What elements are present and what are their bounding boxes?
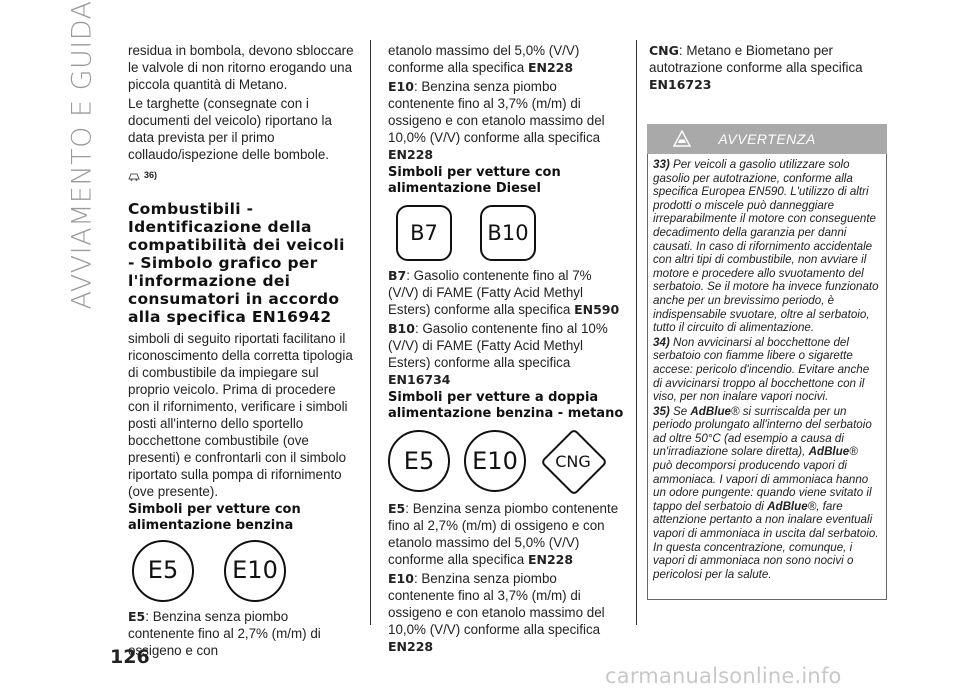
warning-number: 35)	[653, 404, 670, 418]
fuel-code: E5	[128, 608, 146, 624]
sub-heading: Simboli per vetture a doppia alimentazione benzina - metano	[388, 390, 624, 421]
paragraph	[388, 78, 624, 163]
fuel-symbols-dual	[388, 428, 624, 494]
e5-fuel-icon	[388, 430, 450, 492]
warning-header	[647, 124, 887, 154]
warning-reference[interactable]	[128, 167, 157, 184]
column-3	[649, 42, 887, 95]
sub-heading: Simboli per vetture con alimentazione benzina	[128, 501, 301, 533]
paragraph: simboli di seguito riportati facilitano il riconoscimento della corretta tipologia di combustibile da impiegare sul proprio veicolo. Prima di procedere con il rifornimento, verificare i simboli posti all'interno dello sportello bocchettone combustibile (ove presenti) e confrontarli con il simbolo riportato sulla pompa di rifornimento (ove presente).	[128, 330, 353, 499]
fuel-description: : Gasolio contenente fino al 10% (V/V) di FAME (Fatty Acid Methyl Esters) conforme alla specifica	[388, 321, 608, 370]
warning-item	[653, 158, 880, 335]
warning-text: Se	[673, 404, 688, 418]
cng-fuel-icon	[540, 428, 606, 494]
e10-fuel-icon	[464, 430, 526, 492]
text: etanolo massimo del 5,0% (V/V) conforme alla specifica	[388, 43, 580, 75]
fuel-description: : Benzina senza piombo contenente fino al 2,7% (m/m) di ossigeno e con	[128, 608, 321, 658]
paragraph	[649, 42, 887, 93]
fuel-code: CNG	[649, 43, 679, 58]
warning-reference-number: 36)	[144, 170, 158, 180]
warning-text: ® si surriscalda per un periodo prolungato all'interno del serbatoio ad oltre 50°C (ad esempio a causa di un'irradiazione solare diretta),	[653, 404, 872, 459]
fuel-description: : Metano e Biometano per autotrazione conforme alla specifica	[649, 43, 863, 75]
warning-box	[647, 124, 887, 600]
warning-body	[647, 154, 887, 600]
warning-item	[653, 405, 880, 582]
fuel-code: E5	[388, 501, 406, 516]
column-1	[128, 42, 356, 661]
spec-code: EN590	[574, 302, 620, 317]
fuel-code: E10	[388, 571, 414, 586]
column-divider	[636, 40, 637, 625]
icon-label: E10	[232, 556, 278, 584]
spec-code: EN228	[388, 147, 434, 162]
e10-fuel-icon	[224, 540, 286, 602]
icon-label: E5	[147, 556, 179, 584]
fuel-description: : Benzina senza piombo contenente fino al 3,7% (m/m) di ossigeno e con etanolo massimo del 10,0% (V/V) conforme alla specifica	[388, 571, 605, 637]
fuel-description: : Gasolio contenente fino al 7% (V/V) di FAME (Fatty Acid Methyl Esters) conforme alla specifica	[388, 268, 592, 317]
fuel-symbols-benzina	[132, 540, 356, 602]
warning-number: 34)	[653, 335, 670, 349]
page-number: 126	[110, 646, 150, 668]
sub-heading: Simboli per vetture con alimentazione Diesel	[388, 165, 561, 196]
adblue-term: AdBlue	[808, 445, 850, 459]
b10-fuel-icon	[480, 205, 536, 261]
icon-label: CNG	[555, 451, 591, 471]
paragraph: Le targhette (consegnate con i documenti del veicolo) riportano la data prevista per il primo collaudo/ispezione delle bombole.	[128, 96, 332, 162]
car-warning-icon	[128, 170, 140, 182]
section-side-title	[62, 0, 102, 310]
fuel-code: B10	[388, 321, 415, 336]
adblue-term: AdBlue	[767, 499, 808, 513]
warning-text: Per veicoli a gasolio utilizzare solo gasolio per autotrazione, conforme alla specifica Europea EN590. L'utilizzo di altri prodotti o miscele può danneggiare irreparabilmente il motore con conseguente decadimento della garanzia per danni causati. In caso di rifornimento accidentale con altri tipi di combustibile, non avviare il motore e procedere allo svuotamento del serbatoio. Se il motore ha invece funzionato anche per un brevissimo periodo, è indispensabile svuotare, oltre al serbatoio, tutto il circuito di alimentazione.	[653, 158, 879, 335]
paragraph: residua in bombola, devono sbloccare le valvole di non ritorno erogando una piccola quantità di Metano.	[128, 43, 354, 92]
warning-text: ®, fare attenzione pertanto a non inalare eventuali vapori di ammoniaca in uscita dal serbatoio. In questa concentrazione, comunque, i vapori di ammoniaca non sono nocivi o pericolosi per la salute.	[653, 499, 879, 581]
warning-number: 33)	[653, 158, 670, 171]
spec-code: EN228	[388, 639, 434, 654]
column-2	[388, 42, 624, 657]
fuel-code: E10	[388, 79, 414, 94]
section-heading: Combustibili - Identificazione della compatibilità dei veicoli - Simbolo grafico per l'informazione dei consumatori in accordo alla specifica EN16942	[128, 199, 345, 326]
warning-text: Non avvicinarsi al bocchettone del serbatoio con fiamme libere o sigarette accese: pericolo d'incendio. Evitare anche di avvicinarsi troppo al bocchettone con il viso, per non inalare vapori nocivi.	[653, 335, 870, 404]
b7-fuel-icon	[396, 205, 452, 261]
fuel-description: : Benzina senza piombo contenente fino al 3,7% (m/m) di ossigeno e con etanolo massimo del 10,0% (V/V) conforme alla specifica	[388, 79, 605, 145]
paragraph	[388, 570, 624, 655]
adblue-term: AdBlue	[690, 404, 731, 418]
paragraph	[388, 320, 624, 388]
spec-code: EN228	[527, 552, 574, 567]
spec-code: EN16723	[649, 77, 712, 92]
fuel-description: : Benzina senza piombo contenente fino al 2,7% (m/m) di ossigeno e con etanolo massimo del 5,0% (V/V) conforme alla specifica	[388, 501, 619, 567]
watermark: carmanualsonline.info	[605, 664, 842, 688]
icon-label: E10	[472, 446, 518, 475]
icon-label: B7	[410, 220, 438, 245]
paragraph	[388, 42, 624, 76]
spec-code: EN228	[527, 60, 574, 75]
paragraph	[128, 608, 356, 659]
section-side-title-text: AVVIAMENTO E GUIDA	[66, 0, 98, 310]
paragraph	[388, 500, 624, 568]
e5-fuel-icon	[132, 540, 194, 602]
paragraph	[388, 267, 624, 318]
spec-code: EN16734	[388, 372, 451, 387]
icon-label: E5	[403, 446, 435, 475]
fuel-code: B7	[388, 268, 407, 283]
warning-text: ® può decomporsi producendo vapori di ammoniaca. I vapori di ammoniaca hanno un odore pungente: quando viene svitato il tappo del serbatoio di	[653, 445, 872, 513]
column-divider	[370, 40, 371, 625]
icon-label: B10	[487, 220, 529, 245]
fuel-symbols-diesel	[396, 205, 624, 261]
warning-title: AVVERTENZA	[718, 131, 816, 147]
warning-item	[653, 336, 880, 404]
